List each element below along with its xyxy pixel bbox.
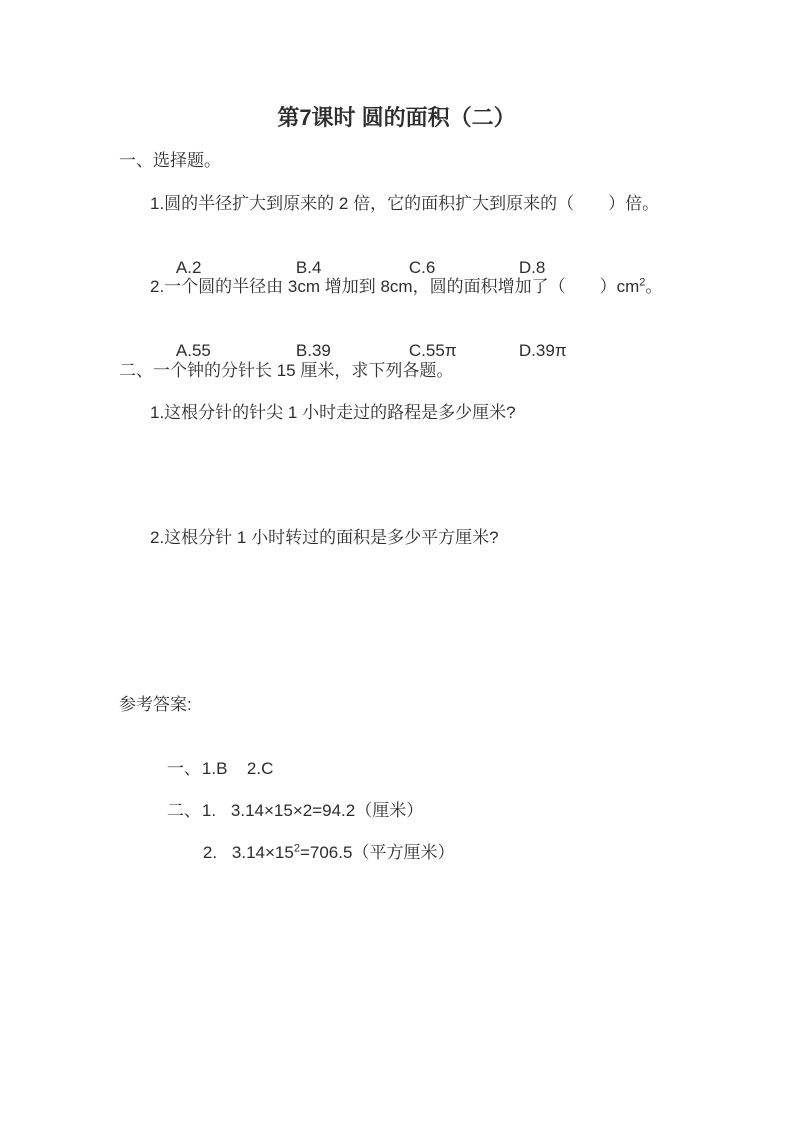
answers-header: 参考答案:	[119, 695, 192, 714]
q2-option-d: D.39π	[518, 341, 567, 361]
q2-option-b: B.39	[295, 341, 331, 361]
answers-line3	[184, 820, 454, 886]
answers-line2-expression: 3.14×15×2=94.2（厘米）	[230, 801, 424, 821]
q2-option-c: C.55π	[408, 341, 457, 361]
expr-base: 3.14×15	[231, 843, 294, 863]
q1-option-a: A.2	[175, 258, 202, 278]
q2-superscript: 2	[639, 276, 646, 289]
section1-question2	[150, 276, 662, 298]
q1-option-b: B.4	[295, 258, 322, 278]
answers-line2-number: 1.	[201, 801, 217, 821]
answers-line3-expression	[232, 843, 455, 862]
q2-text: 2.一个圆的半径由 3cm 增加到 8cm，圆的面积增加了（ ）cm	[150, 277, 640, 296]
q2-text-end: 。	[645, 277, 663, 296]
page-title: 第7课时 圆的面积（二）	[277, 105, 516, 130]
answers-line2-label: 二、	[166, 801, 201, 821]
expr-result: =706.5（平方厘米）	[299, 843, 455, 863]
answer-1b: 1.B	[201, 759, 228, 779]
answers-line1-label: 一、	[166, 759, 201, 779]
q2-option-a: A.55	[175, 341, 211, 361]
answers-line3-number: 2.	[202, 843, 218, 863]
section1-question1: 1.圆的半径扩大到原来的 2 倍，它的面积扩大到原来的（ ）倍。	[150, 194, 660, 213]
section2-header: 二、一个钟的分针长 15 厘米，求下列各题。	[119, 361, 454, 380]
answer-2c: 2.C	[246, 759, 274, 779]
section2-question1: 1.这根分针的针尖 1 小时走过的路程是多少厘米?	[150, 403, 516, 422]
q1-option-d: D.8	[518, 258, 546, 278]
q1-option-c: C.6	[408, 258, 436, 278]
section2-question2: 2.这根分针 1 小时转过的面积是多少平方厘米?	[150, 528, 499, 547]
section1-header: 一、选择题。	[119, 151, 221, 170]
expr-superscript: 2	[293, 842, 300, 855]
